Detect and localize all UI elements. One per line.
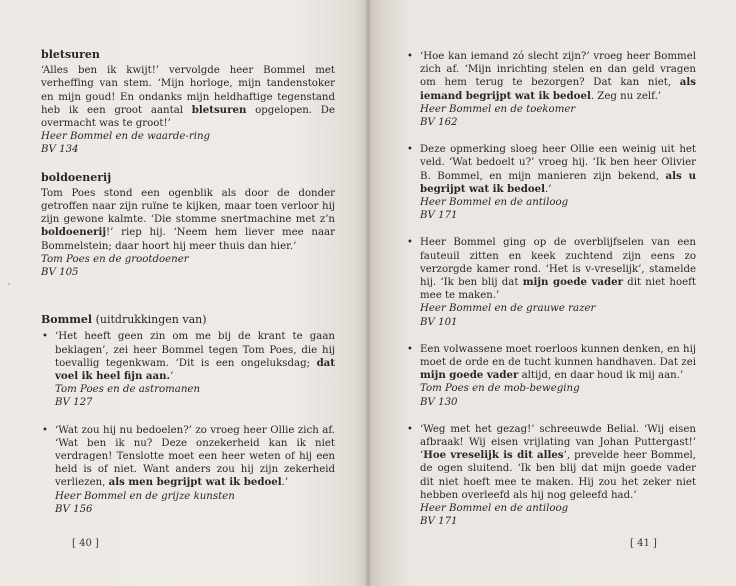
- bullet-dot-icon: •: [407, 423, 413, 435]
- quote-text: Een volwassene moet roerloos kunnen denken, en hij moet de orde en de tucht kunnen handhaven. Dat zei: [420, 343, 696, 369]
- quote-text: ‘Het heeft geen zin om me bij de krant te gaan beklagen’, zei heer Bommel tegen Tom Poes, die hij toevallig tegenkwam. ‘Dit is een ongeluksdag;: [55, 331, 335, 369]
- quote-bold: mijn goede vader: [420, 369, 519, 382]
- bullet-quote: [420, 50, 696, 103]
- bullet-dot-icon: •: [42, 424, 48, 436]
- entry-source: Heer Bommel en de waarde-ring: [41, 131, 211, 143]
- entry-bletsuren: [41, 48, 335, 157]
- quote-text: Tom Poes stond een ogenblik als door de donder getroffen naar zijn ruïne te kijken, maar toen verloor hij zijn gewone kalmte. ‘Die stomme snertmachine met z’n: [41, 187, 335, 226]
- bullet-quote: [420, 143, 696, 196]
- quote-text: ‘Weg met het gezag!’ schreeuwde Belial. ‘Wij eisen afbraak! Wij eisen vrijlating van Johan Puttergast!’ ‘: [420, 423, 696, 462]
- bullet-dot-icon: •: [42, 331, 48, 343]
- bullet-item: [41, 424, 335, 516]
- quote-text: altijd, en daar houd ik mij aan.’: [518, 370, 684, 382]
- quote-bold: dat voel ik heel fijn aan.: [55, 356, 335, 383]
- bullet-source: Heer Bommel en de antiloog: [420, 197, 569, 209]
- quote-bold: mijn goede vader: [522, 276, 623, 289]
- quote-text: .’: [545, 183, 552, 195]
- bullet-source: Heer Bommel en de toekomer: [420, 103, 576, 115]
- right-page: [368, 0, 736, 586]
- bullet-quote: [420, 236, 696, 302]
- bullet-quote: [55, 330, 335, 383]
- quote-text: ’: [170, 371, 174, 383]
- page-number: [ 40 ]: [72, 538, 99, 549]
- bullet-dot-icon: •: [407, 51, 413, 62]
- bullet-item: [41, 330, 335, 409]
- bullet-quote: [420, 423, 696, 502]
- quote-text: opgelopen. De overmacht was te groot!’: [41, 104, 335, 130]
- quote-bold: Hoe vreselijk is dit alles: [423, 449, 564, 462]
- bullet-dot-icon: •: [407, 144, 413, 156]
- entry-quote: [41, 187, 335, 253]
- bullet-ref: BV 127: [55, 397, 93, 409]
- section-heading-bold: Bommel: [41, 313, 93, 327]
- quote-text: !’ riep hij. ‘Neem hem liever mee naar Bommelstein; daar hoort hij meer thuis dan hier.’: [41, 227, 335, 252]
- entry-source: Tom Poes en de grootdoener: [41, 253, 189, 265]
- bullet-quote: [420, 343, 696, 383]
- bullet-ref: BV 171: [420, 516, 458, 528]
- bullet-item: [406, 236, 696, 328]
- bullet-source: Tom Poes en de mob-beweging: [420, 383, 580, 395]
- quote-bold: boldoenerij: [41, 226, 107, 239]
- entry-heading: boldoenerij: [41, 170, 112, 184]
- section-heading: [41, 313, 335, 326]
- right-column: [406, 50, 696, 543]
- bullet-dot-icon: •: [407, 237, 413, 249]
- quote-text: . Zeg nu zelf.’: [590, 90, 662, 102]
- bullet-item: [406, 143, 696, 222]
- bullet-item: [406, 423, 696, 529]
- entry-boldoenerij: [41, 171, 335, 280]
- quote-text: ‘Hoe kan iemand zó slecht zijn?’ vroeg heer Bommel zich af. ‘Mijn inrichting stelen en dan geld vragen om hem terug te bezorgen? Dat kan niet,: [420, 51, 696, 89]
- quote-bold: als u begrijpt wat ik bedoel: [420, 169, 696, 195]
- bullet-source: Heer Bommel en de antiloog: [420, 503, 569, 515]
- left-column: [41, 48, 335, 530]
- bullet-quote: [55, 424, 335, 490]
- quote-bold: als men begrijpt wat ik bedoel: [108, 476, 282, 489]
- entry-quote: [41, 64, 335, 130]
- bullet-ref: BV 162: [420, 117, 458, 129]
- quote-text: ‘Wat zou hij nu bedoelen?’ zo vroeg heer Ollie zich af. ‘Wat ben ik nu? Deze onzekerheid kan ik niet verdragen! Tenslotte moet een heer weten of hij een held is of niet. Want anders zou hij zijn zekerheid verliezen,: [55, 424, 335, 489]
- quote-text: Deze opmerking sloeg heer Ollie een weinig uit het veld. ‘Wat bedoelt u?’ vroeg hij. ‘Ik ben heer Olivier B. Bommel, en mijn manieren zijn bekend,: [420, 144, 696, 182]
- bullet-ref: BV 156: [55, 503, 93, 515]
- bullet-ref: BV 130: [420, 396, 458, 408]
- quote-text: Heer Bommel ging op de overblijfselen van een fauteuil zitten en keek zuchtend zijn eens zo verzorgde kamer rond. ‘Het is v-vreselijk’, stamelde hij. ‘Ik ben blij dat: [420, 237, 696, 289]
- bullet-source: Heer Bommel en de grijze kunsten: [55, 490, 235, 502]
- quote-bold: bletsuren: [191, 103, 247, 116]
- book-gutter: [364, 0, 372, 586]
- section-heading-rest: (uitdrukkingen van): [92, 313, 207, 327]
- page-number: [ 41 ]: [630, 538, 657, 549]
- entry-heading: bletsuren: [41, 48, 100, 61]
- quote-text: dit niet hoeft mee te maken.’: [420, 277, 696, 302]
- quote-text: .’: [281, 477, 289, 489]
- bullet-item: [406, 343, 696, 409]
- entry-ref: BV 105: [41, 267, 79, 279]
- quote-bold: als iemand begrijpt wat ik bedoel: [420, 76, 696, 102]
- bullet-item: [406, 50, 696, 129]
- bullet-dot-icon: •: [407, 343, 413, 355]
- quote-text: ’, prevelde heer Bommel, de ogen sluitend. ‘Ik ben blij dat mijn goede vader dit niet hoeft mee te maken. Hij zou het zeker niet hebben overleefd als hij nog geleefd had.’: [420, 450, 696, 501]
- bullet-source: Tom Poes en de astromanen: [55, 384, 201, 396]
- bullet-ref: BV 101: [420, 316, 458, 328]
- bullet-ref: BV 171: [420, 210, 458, 222]
- quote-text: ‘Alles ben ik kwijt!’ vervolgde heer Bommel met verheffing van stem. ‘Mijn horloge, mijn tandenstoker en mijn goud! En ondanks mijn heldhaftige tegenstand heb ik een groot aantal: [41, 65, 335, 116]
- bullet-source: Heer Bommel en de grauwe razer: [420, 303, 596, 315]
- entry-ref: BV 134: [41, 144, 79, 156]
